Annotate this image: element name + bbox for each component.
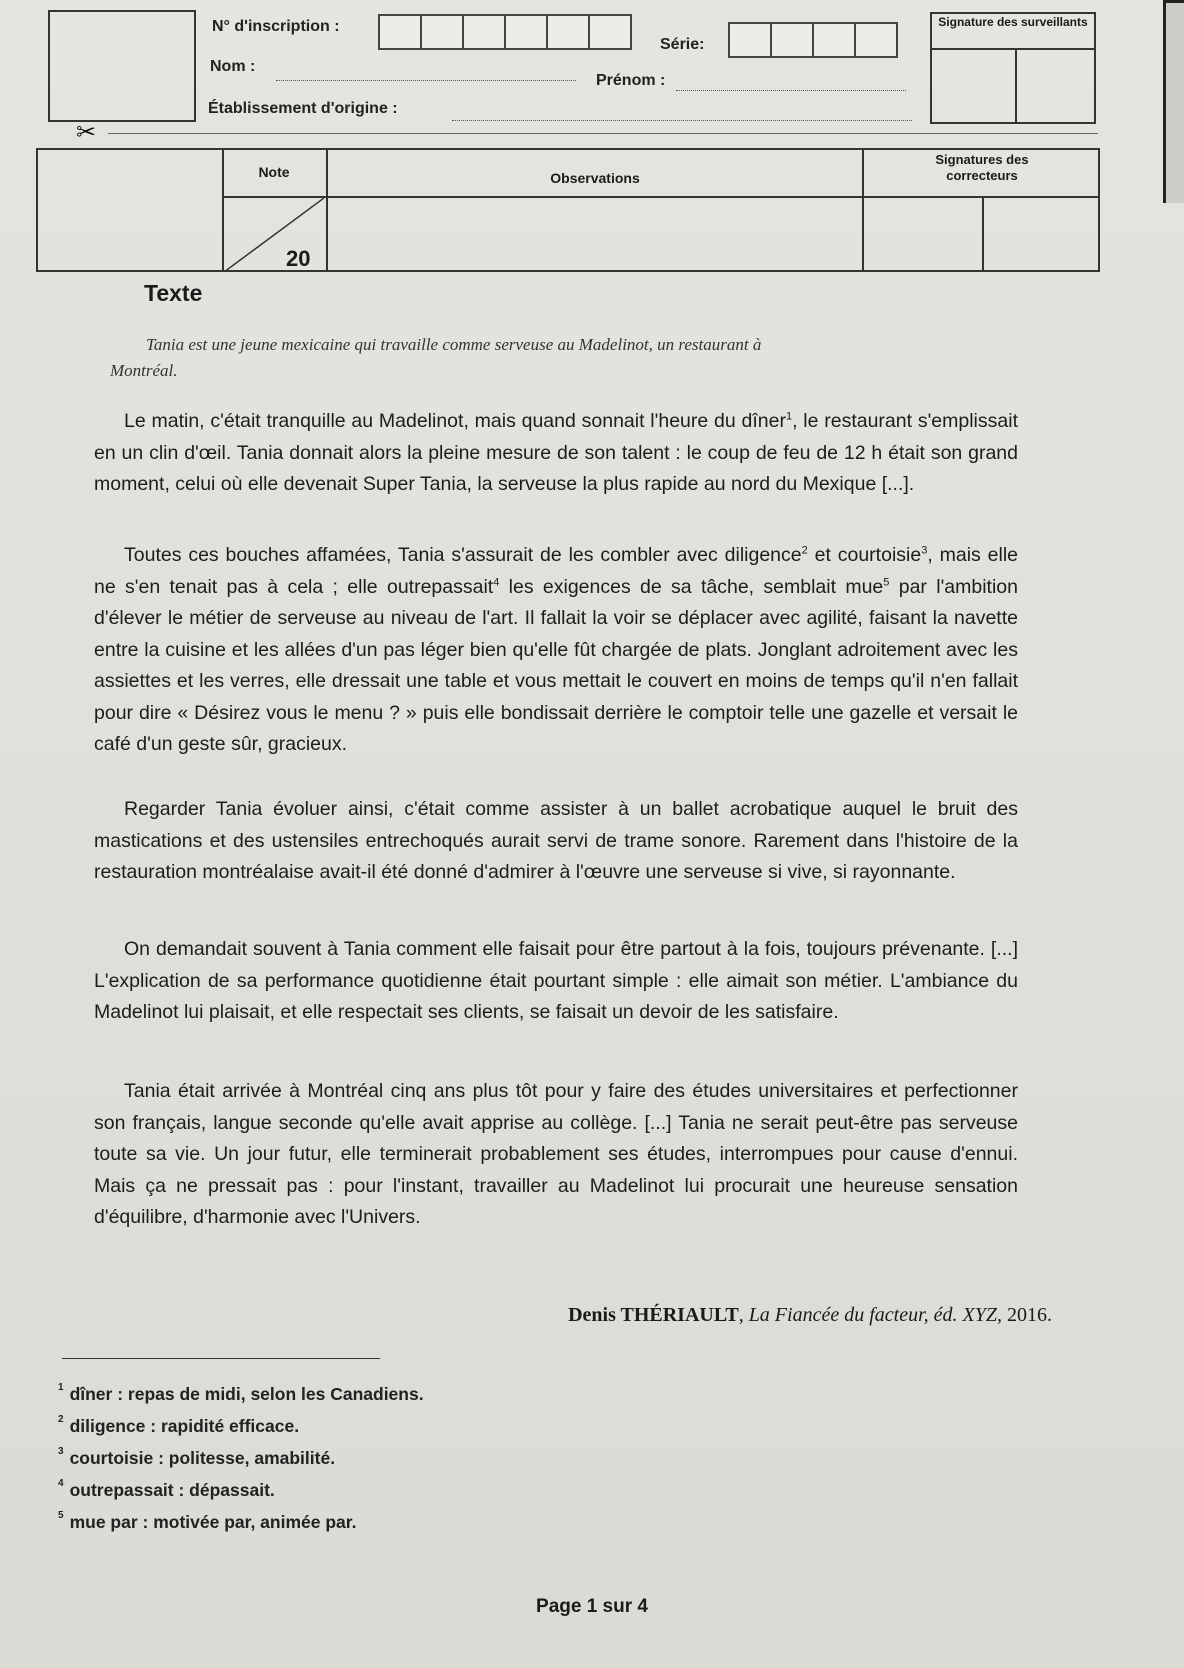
footnote-item xyxy=(58,1468,424,1500)
source-year: 2016. xyxy=(1002,1304,1052,1326)
serie-cell[interactable] xyxy=(728,22,772,58)
correcteurs-header: Signatures des correcteurs xyxy=(935,152,1029,183)
text-run: et courtoisie xyxy=(807,544,922,566)
note-field[interactable] xyxy=(224,198,324,270)
paragraph-2 xyxy=(94,540,1018,761)
nom-field[interactable] xyxy=(276,80,576,81)
text-title: Texte xyxy=(144,280,203,306)
inscription-digit-cell[interactable] xyxy=(546,14,590,50)
inscription-label: N° d'inscription : xyxy=(212,18,340,35)
footnote-item xyxy=(58,1500,424,1532)
footnote-item xyxy=(58,1372,424,1404)
paragraph-1 xyxy=(94,406,1018,501)
source-author: Denis THÉRIAULT xyxy=(568,1304,739,1326)
footnote-item xyxy=(58,1436,424,1468)
etablissement-label: Établissement d'origine : xyxy=(208,100,398,117)
text-run: Regarder Tania évoluer ainsi, c'était comme assister à un ballet acrobatique auquel le bruit des mastications et des ustensiles entrechoqués aurait servi de trame sonore. Rarement dans l'histoire de la restauration montréalaise avait-il été donné d'admirer à l'œuvre une serveuse si vive, si rayonnante. xyxy=(94,798,1018,883)
footnote-term: dîner xyxy=(69,1384,113,1404)
text-source xyxy=(568,1304,1052,1327)
prenom-field[interactable] xyxy=(676,90,906,91)
divider xyxy=(982,196,984,270)
paragraph-3 xyxy=(94,794,1018,889)
serie-cell[interactable] xyxy=(770,22,814,58)
scissors-icon: ✂ xyxy=(76,119,97,146)
observations-header: Observations xyxy=(550,170,640,186)
footnote-definition: : repas de midi, selon les Canadiens. xyxy=(112,1384,424,1404)
serie-cell[interactable] xyxy=(812,22,856,58)
footnote-ref: 1 xyxy=(785,410,793,423)
text-run: les exigences de sa tâche, semblait mue xyxy=(499,575,884,598)
text-run: Tania était arrivée à Montréal cinq ans plus tôt pour y faire des études universitaires et perfectionner son français, langue seconde qu'elle avait apprise au collège. [...] Tania ne serait peut-être pas serveuse toute sa vie. Un jour futur, elle terminerait probablement ses études, interrompues pour cause d'ennui. Mais ça ne pressait pas : pour l'instant, travailler au Madelinot lui procurait une heureuse sensation d'équilibre, d'harmonie avec l'Univers. xyxy=(94,1080,1018,1228)
text-run: , le restaurant s'emplissait en un clin d'œil. Tania donnait alors la pleine mesure de son talent : le coup de feu de 12 h était son grand moment, celui où elle devenait Super Tania, la serveuse la plus rapide au nord du Mexique [...]. xyxy=(94,410,1018,495)
divider xyxy=(932,48,1094,50)
footnote-ref: 4 xyxy=(493,576,500,588)
divider xyxy=(1015,48,1017,122)
serie-label: Série: xyxy=(660,36,705,53)
footnote-ref: 2 xyxy=(801,544,808,557)
footnote-ref: 5 xyxy=(883,576,890,588)
inscription-digit-cell[interactable] xyxy=(378,14,422,50)
intro-line: Tania est une jeune mexicaine qui travaille comme serveuse au Madelinot, un restaurant à xyxy=(146,335,762,354)
surveillants-signature-box xyxy=(930,12,1096,124)
text-run: Le matin, c'était tranquille au Madelinot, mais quand sonnait l'heure du dîner xyxy=(124,410,786,432)
inscription-digit-cell[interactable] xyxy=(504,14,548,50)
source-work: , La Fiancée du facteur, éd. XYZ, xyxy=(738,1304,1002,1326)
paragraph-4 xyxy=(94,934,1018,1029)
footnote-number: 4 xyxy=(58,1478,64,1489)
inscription-digit-cell[interactable] xyxy=(588,14,632,50)
inscription-digit-cell[interactable] xyxy=(420,14,464,50)
observations-field[interactable] xyxy=(328,198,860,270)
inscription-number-field[interactable] xyxy=(378,14,630,50)
footnote-term: mue par xyxy=(69,1512,138,1532)
footnote-term: diligence xyxy=(69,1416,146,1436)
photo-box xyxy=(48,10,196,122)
serie-cell[interactable] xyxy=(854,22,898,58)
footnote-number: 5 xyxy=(58,1510,64,1521)
paragraph-5 xyxy=(94,1076,1018,1234)
footnote-definition: : rapidité efficace. xyxy=(145,1416,300,1436)
text-run: par l'ambition d'élever le métier de serveuse au niveau de l'art. Il fallait la voir se déplacer avec agilité, faisant la navette entre la cuisine et les allées d'un pas léger bien qu'elle fût chargée de plats. Jonglant adroitement avec les assiettes et les verres, elle dressait une table et vous mettait le couvert en moins de temps qu'il n'en fallait pour dire « Désirez vous le menu ? » puis elle bondissait derrière le comptoir telle une gazelle et versait le café d'un geste sûr, gracieux. xyxy=(94,575,1018,755)
cut-line xyxy=(108,133,1098,134)
grading-table xyxy=(36,148,1100,272)
footnote-definition: : motivée par, animée par. xyxy=(137,1512,357,1532)
prenom-label: Prénom : xyxy=(596,72,666,89)
page-number: Page 1 sur 4 xyxy=(536,1596,648,1617)
footnote-item xyxy=(58,1404,424,1436)
note-max: 20 xyxy=(286,246,311,271)
footnote-term: courtoisie xyxy=(69,1448,154,1468)
footnote-number: 1 xyxy=(58,1382,64,1393)
text-run: Toutes ces bouches affamées, Tania s'assurait de les combler avec diligence xyxy=(124,544,802,566)
footnote-number: 2 xyxy=(58,1414,64,1425)
footnotes xyxy=(58,1372,424,1532)
surveillants-label: Signature des surveillants xyxy=(938,15,1088,29)
footnote-separator xyxy=(62,1358,380,1359)
text-run: On demandait souvent à Tania comment elle faisait pour être partout à la fois, toujours prévenante. [...] L'explication de sa performance quotidienne était pourtant simple : elle aimait son métier. L'ambiance du Madelinot lui plaisait, et elle respectait ses clients, se faisait un devoir de les satisfaire. xyxy=(94,938,1018,1023)
adjacent-page-edge xyxy=(1163,0,1184,203)
intro-line: Montréal. xyxy=(110,361,178,380)
note-header: Note xyxy=(258,164,290,180)
footnote-term: outrepassait xyxy=(69,1480,174,1500)
footnote-number: 3 xyxy=(58,1446,64,1457)
footnote-definition: : dépassait. xyxy=(173,1480,275,1500)
nom-label: Nom : xyxy=(210,58,256,75)
inscription-digit-cell[interactable] xyxy=(462,14,506,50)
etablissement-field[interactable] xyxy=(452,120,912,121)
serie-field[interactable] xyxy=(728,22,896,58)
text-run: , mais elle ne s'en tenait pas à cela ; elle outrepassait xyxy=(94,544,1019,598)
footnote-definition: : politesse, amabilité. xyxy=(153,1448,336,1468)
footnote-ref: 3 xyxy=(921,544,928,557)
